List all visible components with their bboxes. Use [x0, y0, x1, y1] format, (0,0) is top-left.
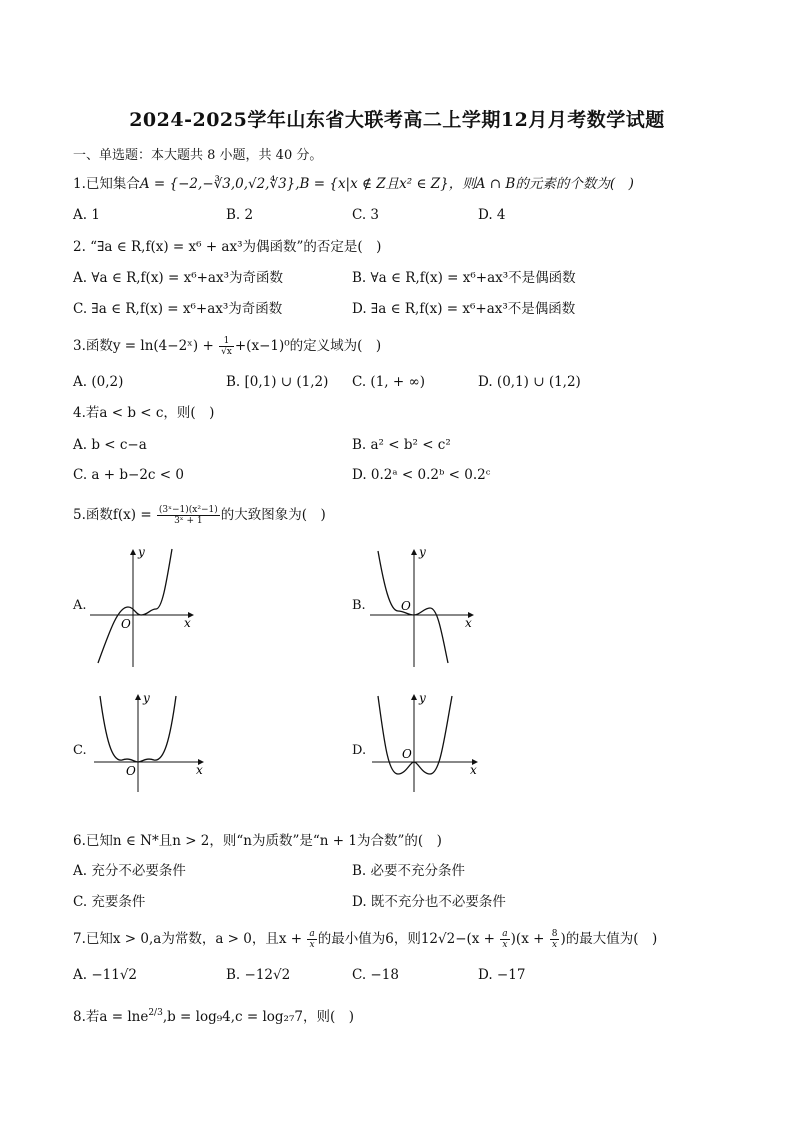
- q5-graph-c: [92, 690, 210, 795]
- q2-option-a: A. ∀a ∈ R,f(x) = x⁶+ax³为奇函数: [73, 270, 284, 286]
- fraction: $\frac{1}{√x}$: [221, 336, 232, 357]
- x-axis-label: x: [465, 616, 472, 630]
- q5-graph-a: [88, 545, 198, 670]
- q5-graph-b: [368, 545, 478, 670]
- question-8-stem: 8.若a = lne$^{2/3}$,b = log₉4,c = log₂₇7，则( ): [73, 1008, 355, 1025]
- question-7-stem: 7.已知x > 0,a为常数，a > 0，且x + $\frac{a}{x}$ 的最小值为6，则12√2−(x + $\frac{a}{x}$ )(x + $\frac{8}{x}$ )的最大值为( ): [73, 929, 658, 950]
- origin-label: O: [401, 599, 411, 613]
- x-axis-label: x: [470, 763, 477, 777]
- q4-option-a: A. b < c−a: [73, 437, 147, 453]
- section-heading: 一、单选题：本大题共 8 小题，共 40 分。: [73, 148, 323, 163]
- q2-option-b: B. ∀a ∈ R,f(x) = x⁶+ax³不是偶函数: [352, 270, 576, 286]
- y-axis-label: y: [138, 545, 145, 559]
- q5-label-c: C.: [73, 743, 87, 758]
- q2-option-c: C. ∃a ∈ R,f(x) = x⁶+ax³为奇函数: [73, 301, 283, 317]
- question-4-stem: 4.若a < b < c，则( ): [73, 405, 215, 421]
- fraction: $\frac{\text{(3ˣ−1)(x²−1)}}{\text{3ˣ + 1}}$: [158, 505, 218, 526]
- question-5-stem: 5.函数f(x) = $\frac{\text{(3ˣ−1)(x²−1)}}{\text{3ˣ + 1}}$ 的大致图象为( ): [73, 505, 326, 526]
- q7-option-d: D. −17: [478, 967, 526, 983]
- origin-label: O: [121, 617, 131, 631]
- q3-option-b: B. [0,1) ∪ (1,2): [226, 374, 329, 390]
- q3-option-a: A. (0,2): [73, 374, 124, 390]
- fraction: $\frac{8}{x}$: [551, 929, 558, 950]
- y-axis-label: y: [143, 691, 150, 705]
- q7-option-c: C. −18: [352, 967, 399, 983]
- question-3-stem: 3.函数y = ln(4−2ˣ) + $\frac{1}{√x}$ +(x−1)⁰的定义域为( ): [73, 336, 382, 357]
- q5-graph-d: [370, 690, 485, 795]
- q5-label-a: A.: [73, 598, 87, 613]
- origin-label: O: [126, 764, 136, 778]
- q3-option-c: C. (1, + ∞): [352, 374, 425, 390]
- q1-option-c: C. 3: [352, 207, 380, 223]
- q6-option-b: B. 必要不充分条件: [352, 863, 466, 879]
- q7-option-b: B. −12√2: [226, 967, 291, 983]
- q6-option-c: C. 充要条件: [73, 894, 146, 910]
- q4-option-d: D. 0.2ᵃ < 0.2ᵇ < 0.2ᶜ: [352, 467, 491, 483]
- q1-option-d: D. 4: [478, 207, 506, 223]
- x-axis-label: x: [196, 763, 203, 777]
- page-title: 2024-2025学年山东省大联考高二上学期12月月考数学试题: [129, 109, 665, 131]
- x-axis-label: x: [184, 616, 191, 630]
- question-1-stem: 1.已知集合A = {−2,−∛3,0,√2,∜3},B = {x|x ∉ Z且x² ∈ Z}，则A ∩ B的元素的个数为( ): [73, 176, 634, 192]
- q1-option-a: A. 1: [73, 207, 100, 223]
- q5-label-b: B.: [352, 598, 366, 613]
- q1-option-b: B. 2: [226, 207, 254, 223]
- y-axis-label: y: [419, 545, 426, 559]
- q6-option-d: D. 既不充分也不必要条件: [352, 894, 506, 910]
- q2-option-d: D. ∃a ∈ R,f(x) = x⁶+ax³不是偶函数: [352, 301, 576, 317]
- q4-option-c: C. a + b−2c < 0: [73, 467, 184, 483]
- q7-option-a: A. −11√2: [73, 967, 138, 983]
- y-axis-label: y: [419, 691, 426, 705]
- q3-option-d: D. (0,1) ∪ (1,2): [478, 374, 581, 390]
- fraction: $\frac{a}{x}$: [309, 929, 315, 950]
- origin-label: O: [402, 747, 412, 761]
- fraction: $\frac{a}{x}$: [502, 929, 508, 950]
- q4-option-b: B. a² < b² < c²: [352, 437, 451, 453]
- question-2-stem: 2. “∃a ∈ R,f(x) = x⁶ + ax³为偶函数”的否定是( ): [73, 239, 382, 255]
- q5-label-d: D.: [352, 743, 367, 758]
- q6-option-a: A. 充分不必要条件: [73, 863, 186, 879]
- question-6-stem: 6.已知n ∈ N*且n > 2，则“n为质数”是“n + 1为合数”的( ): [73, 833, 442, 849]
